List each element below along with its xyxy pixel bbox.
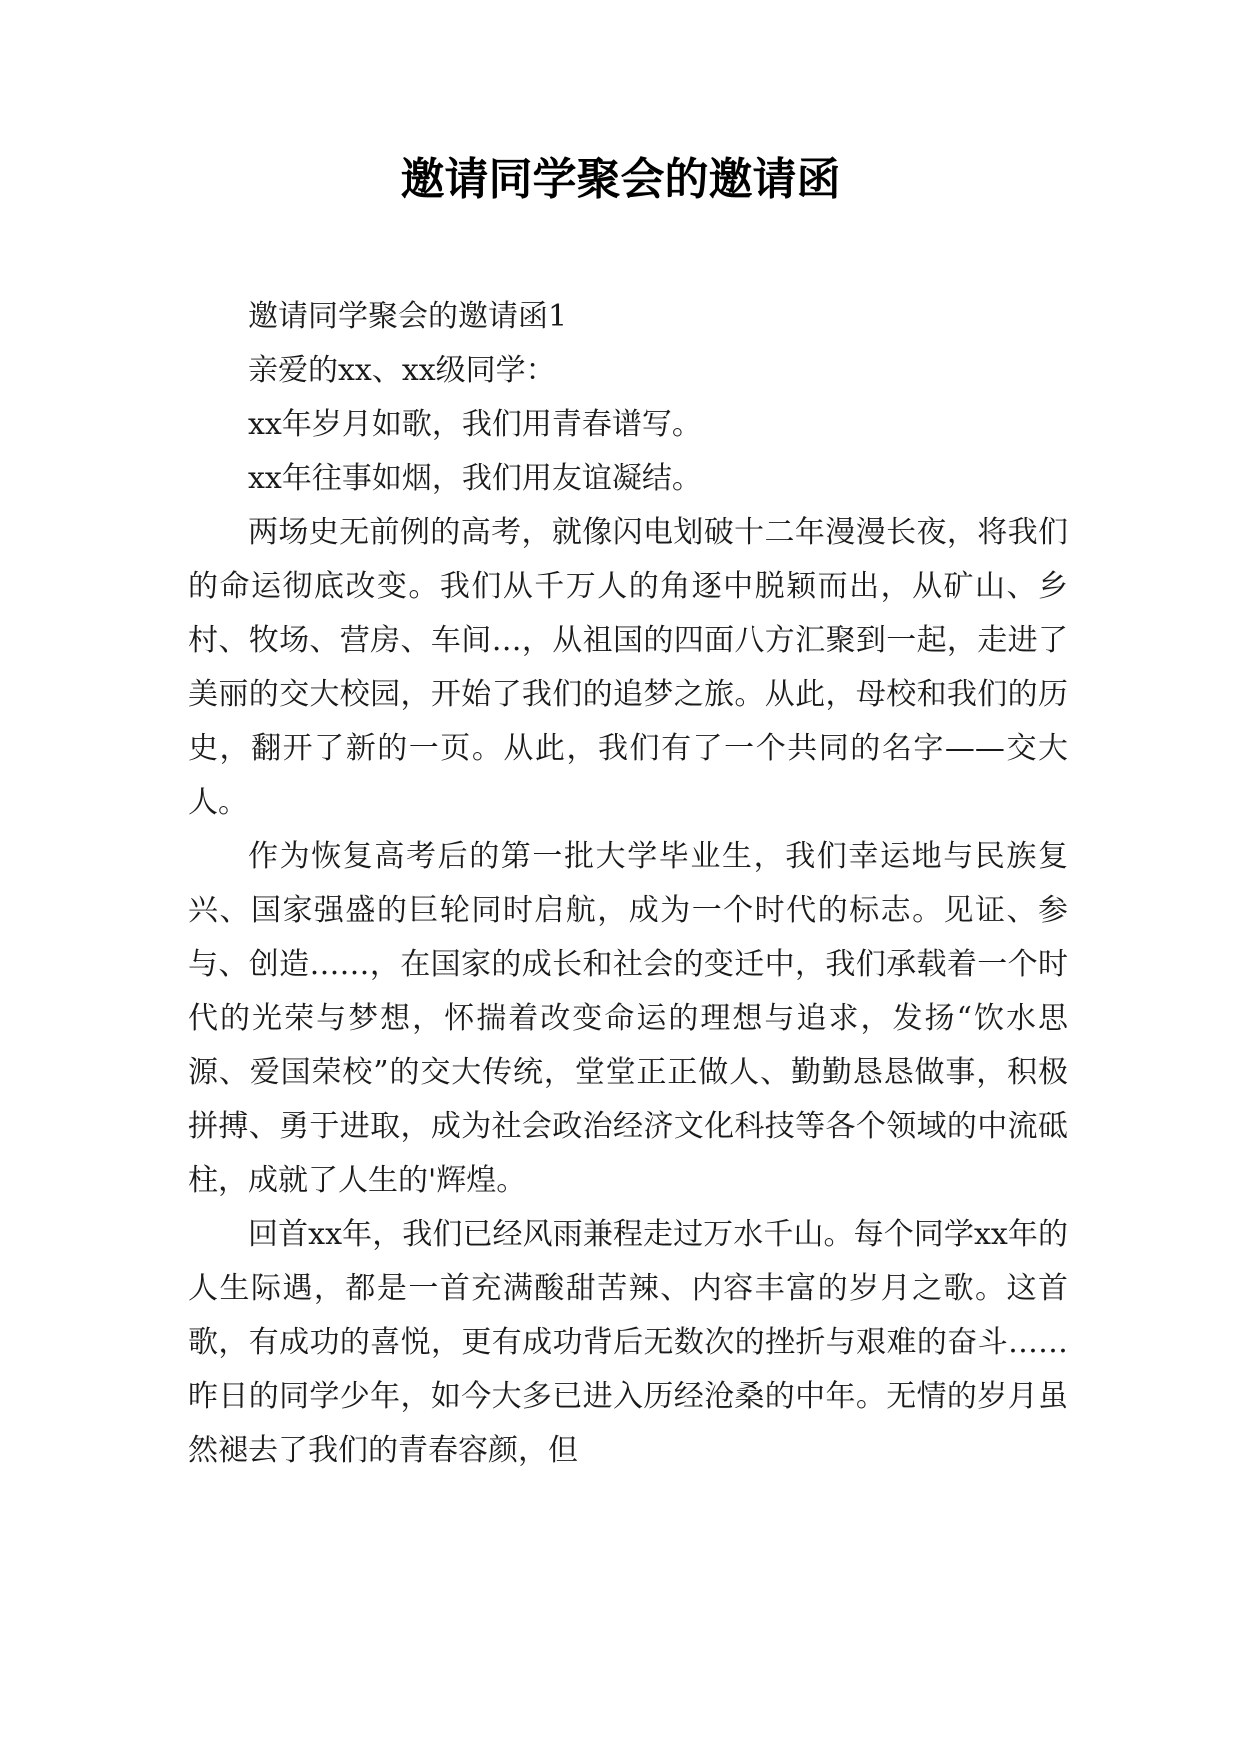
paragraph-body-2: 作为恢复高考后的第一批大学毕业生，我们幸运地与民族复兴、国家强盛的巨轮同时启航，成为一个时代的标志。见证、参与、创造……，在国家的成长和社会的变迁中，我们承载着一个时代的光荣与梦想，怀揣着改变命运的理想与追求，发扬“饮水思源、爱国荣校”的交大传统，堂堂正正做人、勤勤恳恳做事，积极拼搏、勇于进取，成为社会政治经济文化科技等各个领域的中流砥柱，成就了人生的'辉煌。 — [188, 839, 1068, 1198]
document-body — [188, 290, 1068, 1478]
paragraph-verse-1: xx年岁月如歌，我们用青春谱写。 — [248, 407, 702, 442]
document-title: 邀请同学聚会的邀请函 — [400, 154, 841, 205]
paragraph-verse-2: xx年往事如烟，我们用友谊凝结。 — [248, 461, 702, 496]
paragraph-body-1: 两场史无前例的高考，就像闪电划破十二年漫漫长夜，将我们的命运彻底改变。我们从千万人的角逐中脱颖而出，从矿山、乡村、牧场、营房、车间…，从祖国的四面八方汇聚到一起，走进了美丽的交大校园，开始了我们的追梦之旅。从此，母校和我们的历史，翻开了新的一页。从此，我们有了一个共同的名字——交大人。 — [188, 515, 1068, 820]
paragraph-heading: 邀请同学聚会的邀请函1 — [248, 299, 568, 334]
paragraph-greeting: 亲爱的xx、xx级同学： — [248, 353, 556, 388]
paragraph-body-3: 回首xx年，我们已经风雨兼程走过万水千山。每个同学xx年的人生际遇，都是一首充满酸甜苦辣、内容丰富的岁月之歌。这首歌，有成功的喜悦，更有成功背后无数次的挫折与艰难的奋斗……昨日的同学少年，如今大多已进入历经沧桑的中年。无情的岁月虽然褪去了我们的青春容颜，但 — [188, 1217, 1068, 1468]
